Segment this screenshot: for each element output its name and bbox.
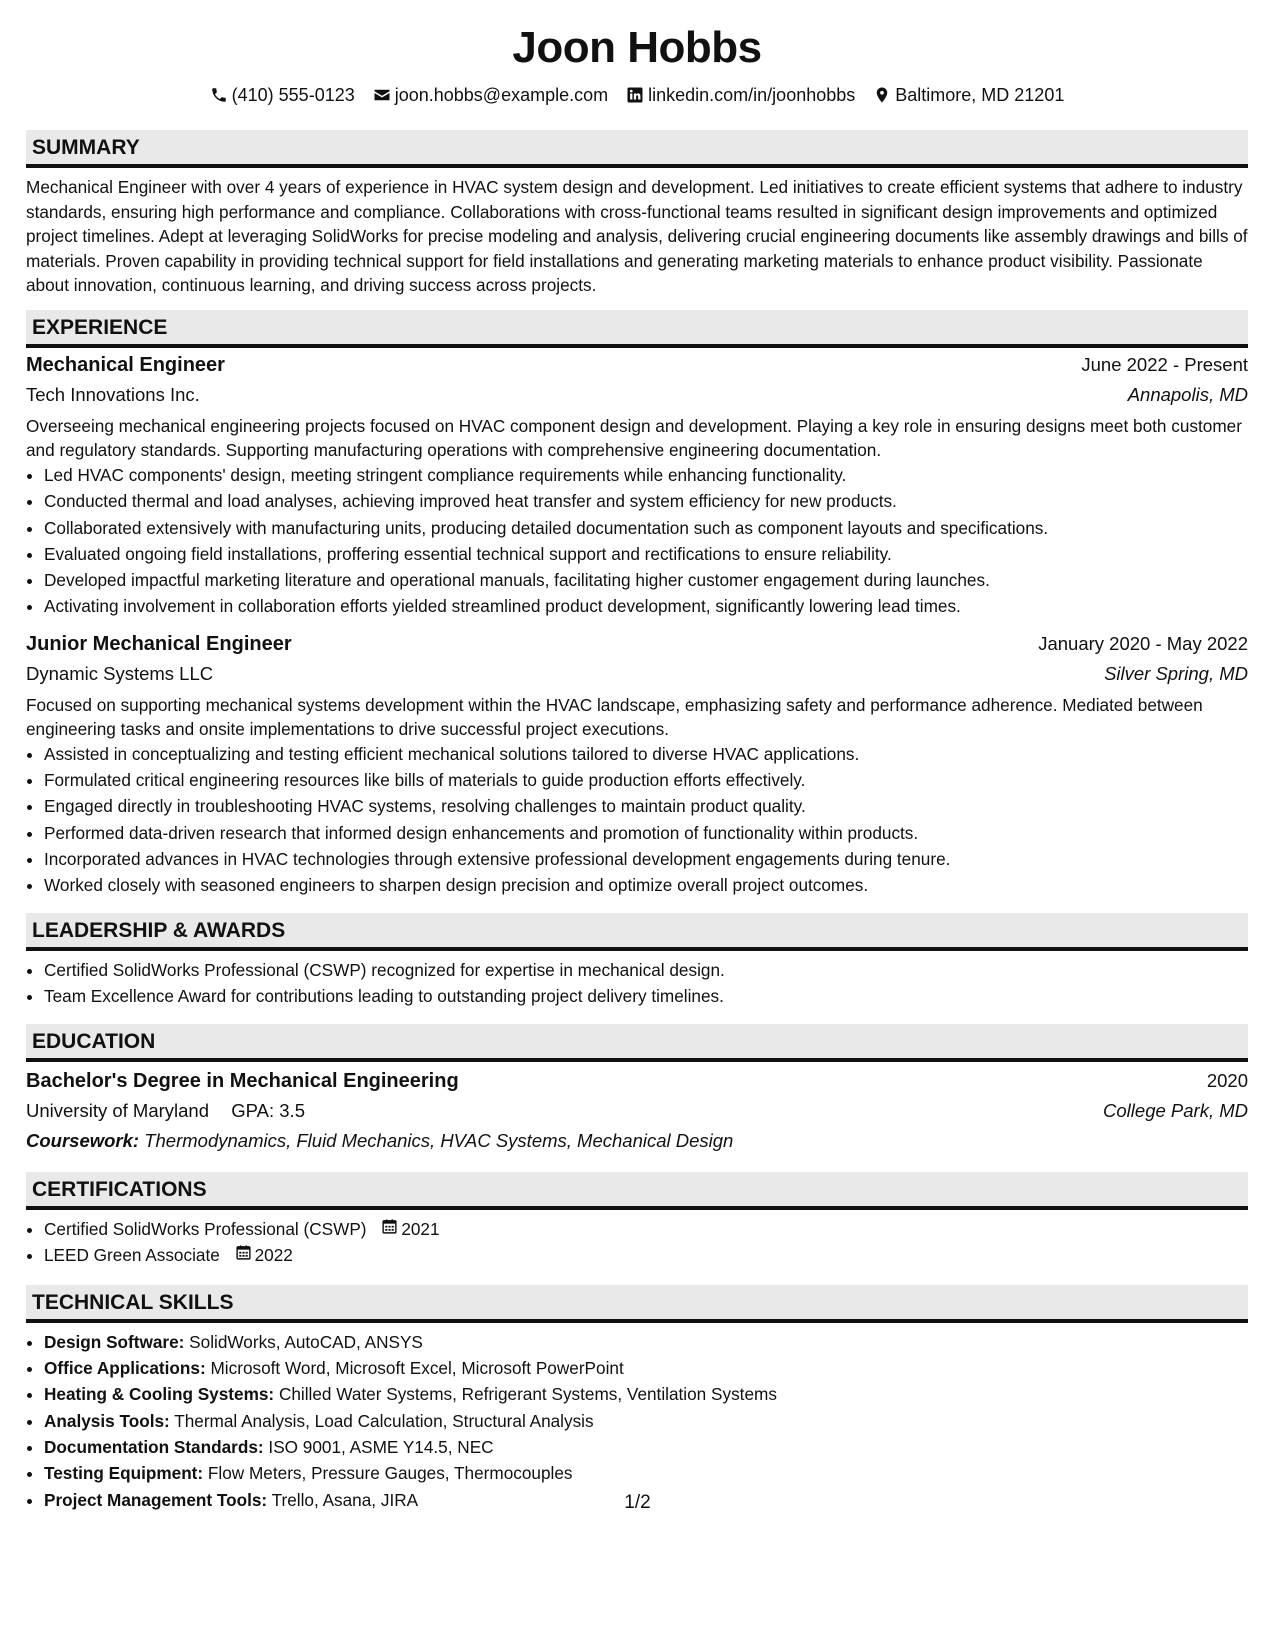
coursework-list: Thermodynamics, Fluid Mechanics, HVAC Systems, Mechanical Design: [144, 1130, 734, 1152]
calendar-icon: [381, 1216, 398, 1242]
certifications-list: [26, 1216, 1248, 1269]
section-header-certifications: CERTIFICATIONS: [26, 1172, 1248, 1210]
list-item: • Evaluated ongoing field installations, proffering essential technical support and rectifications to ensure reliability.: [44, 541, 1248, 567]
skill-value: ISO 9001, ASME Y14.5, NEC: [268, 1436, 494, 1457]
skill-value: Thermal Analysis, Load Calculation, Structural Analysis: [174, 1410, 594, 1431]
list-item: [44, 1329, 1248, 1355]
job-bullets: [26, 741, 1248, 899]
list-item: • Incorporated advances in HVAC technologies through extensive professional development engagements during tenure.: [44, 846, 1248, 872]
list-item: [44, 1355, 1248, 1381]
certification-date: [381, 1216, 439, 1242]
contact-location: [873, 85, 1064, 106]
certification-name: LEED Green Associate: [44, 1245, 220, 1266]
location-text: Baltimore, MD 21201: [895, 84, 1065, 105]
job-header: [26, 350, 1248, 380]
certification-year: 2022: [254, 1245, 293, 1266]
list-item: [44, 1434, 1248, 1460]
job-date: January 2020 - May 2022: [1038, 632, 1248, 654]
skill-value: Flow Meters, Pressure Gauges, Thermocouples: [207, 1463, 573, 1484]
job-subheader: [26, 659, 1248, 689]
skill-label: Office Applications:: [44, 1358, 206, 1379]
section-header-experience: EXPERIENCE: [26, 310, 1248, 348]
list-item: • Developed impactful marketing literature and operational manuals, facilitating higher customer engagement during launches.: [44, 567, 1248, 593]
candidate-name: Joon Hobbs: [512, 23, 762, 72]
list-item: [44, 1460, 1248, 1486]
job-location: Annapolis, MD: [1127, 383, 1248, 405]
education-entry: [26, 1066, 1248, 1156]
list-item: • Engaged directly in troubleshooting HVAC systems, resolving challenges to maintain product quality.: [44, 793, 1248, 819]
section-header-summary: SUMMARY: [26, 130, 1248, 168]
education-header: [26, 1066, 1248, 1096]
linkedin-icon: [626, 86, 644, 104]
resume-page: [26, 0, 1248, 1513]
list-item: • Team Excellence Award for contributions leading to outstanding project delivery timelines.: [44, 983, 1248, 1009]
school-location: College Park, MD: [1103, 1100, 1248, 1122]
list-item: [44, 1408, 1248, 1434]
gpa: GPA: 3.5: [231, 1100, 305, 1122]
section-header-leadership: LEADERSHIP & AWARDS: [26, 913, 1248, 951]
list-item: • Performed data-driven research that informed design enhancements and promotion of functionality within products.: [44, 820, 1248, 846]
coursework-label: Coursework:: [26, 1130, 140, 1152]
skill-label: Testing Equipment:: [44, 1463, 204, 1484]
list-item: • Conducted thermal and load analyses, achieving improved heat transfer and system efficiency for new products.: [44, 488, 1248, 514]
list-item: • Activating involvement in collaboration efforts yielded streamlined product development, significantly lowering lead times.: [44, 593, 1248, 619]
certification-year: 2021: [401, 1219, 440, 1240]
job-header: [26, 629, 1248, 659]
skill-label: Documentation Standards:: [44, 1436, 264, 1457]
section-header-education: EDUCATION: [26, 1024, 1248, 1062]
list-item: • Formulated critical engineering resources like bills of materials to guide production efforts effectively.: [44, 767, 1248, 793]
skill-value: SolidWorks, AutoCAD, ANSYS: [189, 1331, 423, 1352]
job-bullets: [26, 462, 1248, 620]
school-name: University of Maryland: [26, 1100, 210, 1122]
section-header-skills: TECHNICAL SKILLS: [26, 1285, 1248, 1323]
map-pin-icon: [873, 86, 891, 104]
job-location: Silver Spring, MD: [1104, 662, 1248, 684]
coursework-line: [26, 1126, 1248, 1156]
company-name: Dynamic Systems LLC: [26, 662, 214, 684]
skill-label: Analysis Tools:: [44, 1410, 170, 1431]
summary-text: Mechanical Engineer with over 4 years of experience in HVAC system design and development. Led initiatives to create efficient systems that adhere to industry standards, ensuring high performance and compliance. Collaborations with cross-functional teams resulted in significant design improvements and optimized project timelines. Adept at leveraging SolidWorks for precise modeling and analysis, delivering crucial engineering documents like assembly drawings and bills of materials. Proven capability in providing technical support for field installations and generating marketing materials to enhance product visibility. Passionate about innovation, continuous learning, and driving success across projects.: [26, 177, 1248, 296]
skill-label: Design Software:: [44, 1331, 185, 1352]
job-entry: [26, 629, 1248, 899]
contact-bar: [26, 83, 1248, 107]
skill-label: Heating & Cooling Systems:: [44, 1384, 275, 1405]
education-subheader: [26, 1096, 1248, 1126]
skill-label: Project Management Tools:: [44, 1489, 268, 1510]
job-entry: [26, 350, 1248, 620]
page-number: 1/2: [624, 1492, 651, 1513]
job-title: Mechanical Engineer: [26, 353, 225, 376]
job-title: Junior Mechanical Engineer: [26, 632, 292, 655]
linkedin-link[interactable]: linkedin.com/in/joonhobbs: [648, 84, 856, 105]
list-item: [44, 1381, 1248, 1407]
envelope-icon: [373, 86, 391, 104]
list-item: [44, 1242, 1248, 1268]
job-date: June 2022 - Present: [1081, 353, 1248, 375]
certification-name: Certified SolidWorks Professional (CSWP): [44, 1219, 367, 1240]
company-name: Tech Innovations Inc.: [26, 383, 200, 405]
phone-icon: [210, 86, 228, 104]
list-item: • Led HVAC components' design, meeting stringent compliance requirements while enhancing functionality.: [44, 462, 1248, 488]
contact-linkedin[interactable]: [626, 85, 855, 106]
job-description: Overseeing mechanical engineering projects focused on HVAC component design and development. Playing a key role in ensuring designs meet both customer and regulatory standards. Supporting manufacturing operations with comprehensive engineering documentation.: [26, 415, 1242, 460]
list-item: [44, 1216, 1248, 1242]
list-item: • Assisted in conceptualizing and testing efficient mechanical solutions tailored to diverse HVAC applications.: [44, 741, 1248, 767]
skills-list: [26, 1329, 1248, 1513]
certification-date: [235, 1242, 293, 1268]
calendar-icon: [235, 1242, 252, 1268]
graduation-year: 2020: [1206, 1070, 1248, 1092]
phone-text: (410) 555-0123: [231, 84, 355, 105]
school-line: [26, 1096, 305, 1126]
email-link[interactable]: joon.hobbs@example.com: [394, 84, 609, 105]
leadership-list: [26, 957, 1248, 1010]
job-subheader: [26, 380, 1248, 410]
degree-title: Bachelor's Degree in Mechanical Engineering: [26, 1070, 459, 1093]
contact-email[interactable]: [373, 85, 608, 106]
list-item: • Collaborated extensively with manufacturing units, producing detailed documentation such as component layouts and specifications.: [44, 515, 1248, 541]
list-item: • Certified SolidWorks Professional (CSWP) recognized for expertise in mechanical design.: [44, 957, 1248, 983]
job-description: Focused on supporting mechanical systems development within the HVAC landscape, emphasizing safety and performance adherence. Mediated between engineering tasks and onsite implementations to drive successful project executions.: [26, 694, 1203, 739]
contact-phone: [210, 85, 355, 106]
skill-value: Microsoft Word, Microsoft Excel, Microsoft PowerPoint: [210, 1358, 624, 1379]
skill-value: Chilled Water Systems, Refrigerant Systems, Ventilation Systems: [278, 1384, 777, 1405]
list-item: • Worked closely with seasoned engineers to sharpen design precision and optimize overall project outcomes.: [44, 872, 1248, 898]
skill-value: Trello, Asana, JIRA: [271, 1489, 419, 1510]
